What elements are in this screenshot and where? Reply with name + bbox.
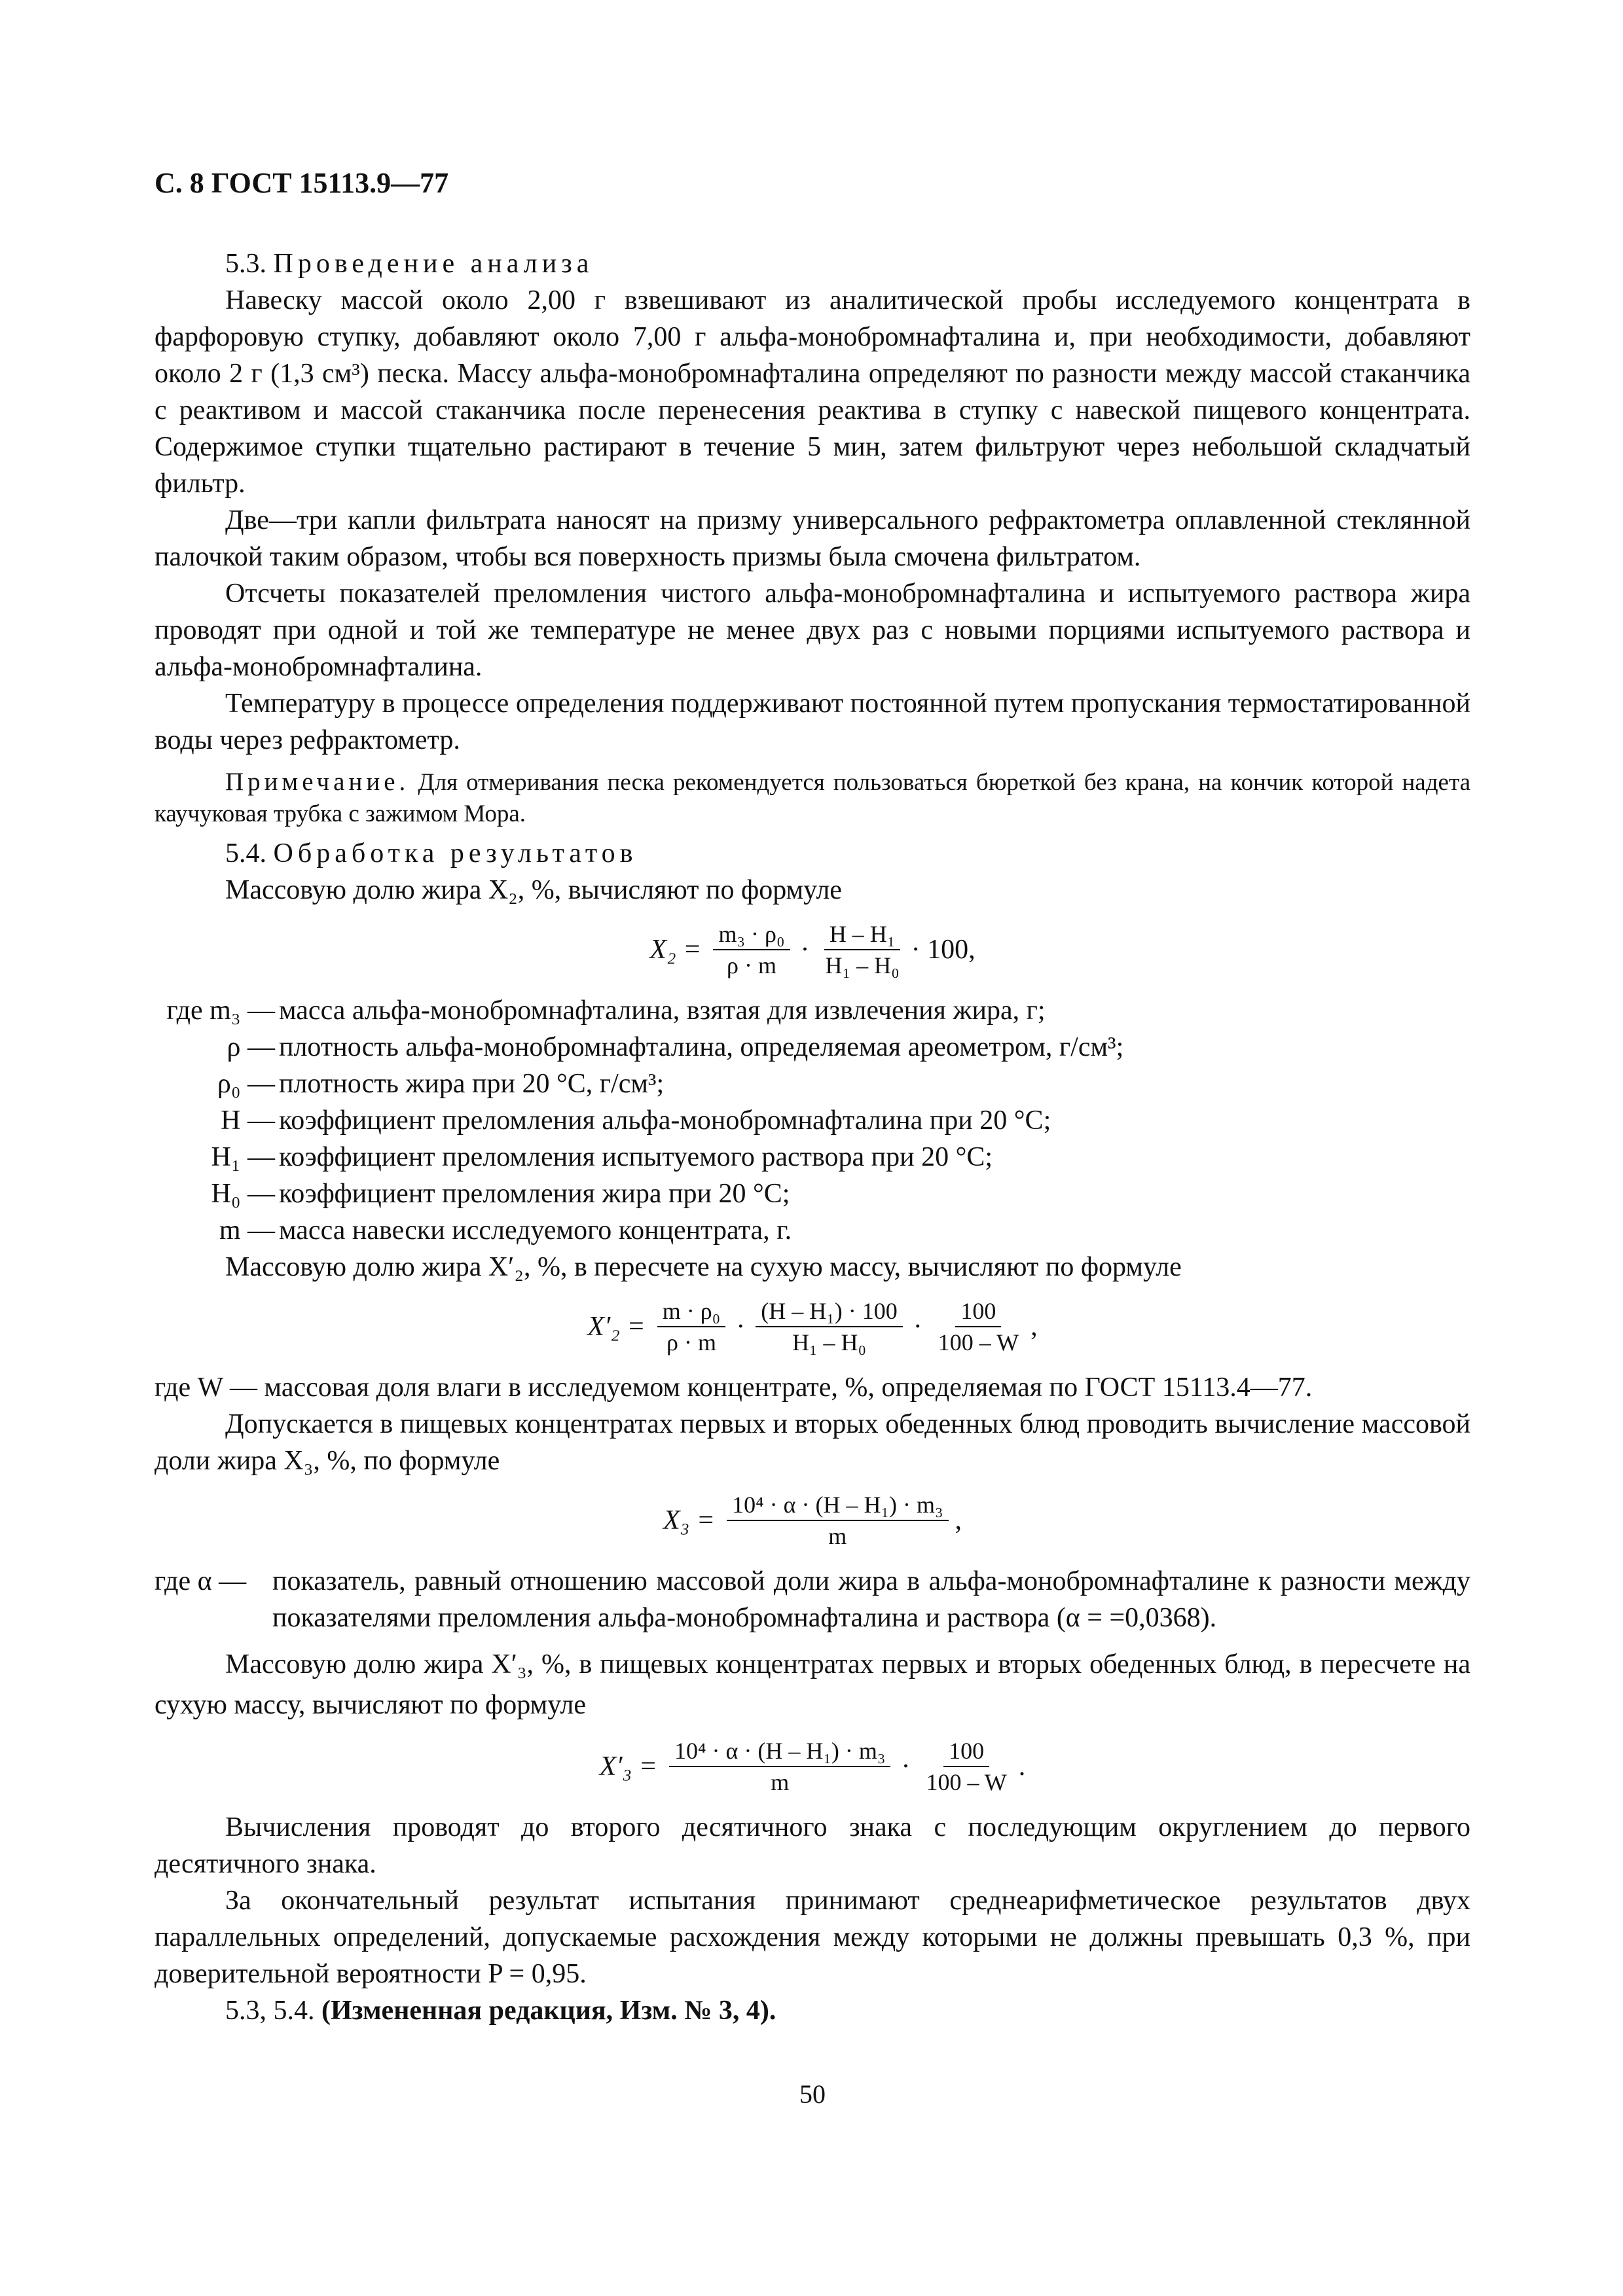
denominator: ρ · m: [727, 952, 776, 978]
edit-text: (Измененная редакция, Изм. № 3, 4).: [321, 1996, 776, 2026]
denominator: 100 – W: [938, 1329, 1019, 1355]
legend-text: плотность жира при 20 °С, г/см³;: [279, 1069, 665, 1099]
formula-x2: [155, 920, 1470, 979]
formula-x2-dry: [155, 1297, 1470, 1356]
formula-lhs: X₂ =: [649, 935, 702, 965]
numerator: m₃ · ρ₀: [713, 920, 790, 950]
paragraph: где W — массовая доля влаги в исследуемом концентрате, %, определяемая по ГОСТ 15113.4—77.: [155, 1372, 1313, 1403]
section-5-4-heading: [225, 835, 1470, 872]
page-number: 50: [799, 2079, 826, 2109]
formula-tail: · 100,: [911, 935, 976, 965]
note: [155, 766, 1470, 830]
legend-text: масса навески исследуемого концентрата, г.: [279, 1215, 792, 1246]
section-title: Проведение анализа: [273, 249, 594, 279]
fraction: [713, 920, 790, 979]
paragraph: Температуру в процессе определения поддерживают постоянной путем пропускания термостатированной воды через рефрактометр.: [155, 689, 1470, 755]
legend-symbol: H₀ —: [211, 1179, 275, 1209]
numerator: 100: [943, 1737, 989, 1767]
legend-symbol: где m₃ —: [166, 996, 275, 1026]
legend-list-1: [155, 992, 1470, 1249]
numerator: 10⁴ · α · (H – H₁) · m₃: [669, 1737, 890, 1767]
legend-symbol: где α —: [155, 1566, 247, 1596]
alpha-definition: [155, 1563, 1470, 1636]
legend-text: плотность альфа-монобромнафталина, определяемая ареометром, г/см³;: [279, 1032, 1124, 1062]
denominator: m: [828, 1523, 847, 1549]
numerator: 100: [955, 1297, 1001, 1327]
fraction: [933, 1297, 1024, 1356]
denominator: ρ · m: [666, 1329, 716, 1355]
legend-symbol: H —: [221, 1105, 275, 1136]
legend-text: показатель, равный отношению массовой доли жира в альфа-монобромнафталине к разности между показателями преломления альфа-монобромнафталина и раствора (α = =0,0368).: [272, 1566, 1470, 1633]
formula-lhs: X′₃ =: [599, 1751, 657, 1782]
formula-lhs: X′₂ =: [587, 1312, 646, 1342]
legend-text: коэффициент преломления альфа-монобромнафталина при 20 °С;: [279, 1105, 1051, 1136]
formula-x3-dry: [155, 1737, 1470, 1796]
paragraph: Навеску массой около 2,00 г взвешивают из аналитической пробы исследуемого концентрата в фарфоровую ступку, добавляют около 7,00 г альфа-монобромнафталина и, при необходимости, добавляют около 2 г (1,3 см³) песка. Массу альфа-монобромнафталина определяют по разности между массой стаканчика с реактивом и массой стаканчика после перенесения реактива в ступку с навеской пищевого концентрата. Содержимое ступки тщательно растирают в течение 5 мин, затем фильтруют через небольшой складчатый фильтр.: [155, 285, 1470, 499]
paragraph: Две—три капли фильтрата наносят на призму универсального рефрактометра оплавленной стеклянной палочкой таким образом, чтобы вся поверхность призмы была смочена фильтратом.: [155, 505, 1470, 572]
formula-tail: .: [1018, 1751, 1026, 1782]
denominator: m: [771, 1769, 790, 1795]
legend-text: коэффициент преломления жира при 20 °С;: [279, 1179, 790, 1209]
paragraph: Допускается в пищевых концентратах первых и вторых обеденных блюд проводить вычисление массовой доли жира X₃, %, по формуле: [155, 1409, 1470, 1476]
legend-text: масса альфа-монобромнафталина, взятая для извлечения жира, г;: [279, 996, 1046, 1026]
paragraph: Вычисления проводят до второго десятичного знака с последующим округлением до первого десятичного знака.: [155, 1812, 1470, 1879]
fraction: [921, 1737, 1012, 1796]
fraction: [820, 920, 905, 979]
paragraph: Массовую долю жира X′₂, %, в пересчете на сухую массу, вычисляют по формуле: [225, 1252, 1182, 1282]
formula-tail: ,: [955, 1505, 962, 1535]
denominator: H₁ – H₀: [825, 952, 900, 978]
numerator: 10⁴ · α · (H – H₁) · m₃: [727, 1491, 948, 1521]
fraction: [669, 1737, 890, 1796]
multiply-dot: ·: [901, 1751, 911, 1782]
formula-lhs: X₃ =: [663, 1505, 716, 1535]
numerator: (H – H₁) · 100: [756, 1297, 903, 1327]
note-label: Примечание.: [225, 768, 410, 796]
formula-tail: ,: [1030, 1312, 1038, 1342]
multiply-dot: ·: [736, 1312, 746, 1342]
page-header: С. 8 ГОСТ 15113.9—77: [155, 167, 449, 199]
edit-ref: 5.3, 5.4.: [225, 1996, 315, 2026]
edit-note: [225, 1992, 1470, 2029]
formula-x3: [155, 1491, 1470, 1550]
fraction: [756, 1297, 903, 1356]
denominator: 100 – W: [926, 1769, 1007, 1795]
section-5-3-heading: [225, 245, 1470, 282]
paragraph: Отсчеты показателей преломления чистого альфа-монобромнафталина и испытуемого раствора жира проводят при одной и той же температуре не менее двух раз с новыми порциями испытуемого раствора и альфа-монобромнафталина.: [155, 579, 1470, 682]
multiply-dot: ·: [800, 935, 810, 965]
fraction: [727, 1491, 948, 1550]
paragraph: За окончательный результат испытания принимают среднеарифметическое результатов двух параллельных определений, допускаемые расхождения между которыми не должны превышать 0,3 %, при доверительной вероятности P = 0,95.: [155, 1886, 1470, 1989]
legend-text: коэффициент преломления испытуемого раствора при 20 °С;: [279, 1142, 993, 1172]
paragraph: Массовую долю жира X′₃, %, в пищевых концентратах первых и вторых обеденных блюд, в пересчете на сухую массу, вычисляют по формуле: [155, 1649, 1470, 1720]
denominator: H₁ – H₀: [792, 1329, 867, 1355]
numerator: H – H₁: [824, 920, 901, 950]
legend-symbol: ρ₀ —: [217, 1069, 275, 1099]
legend-symbol: ρ —: [227, 1032, 275, 1062]
numerator: m · ρ₀: [657, 1297, 726, 1327]
multiply-dot: ·: [913, 1312, 922, 1342]
legend-symbol: m —: [219, 1215, 275, 1246]
legend-symbol: H₁ —: [211, 1142, 275, 1172]
fraction: [657, 1297, 726, 1356]
note-text: Для отмеривания песка рекомендуется пользоваться бюреткой без крана, на кончик которой надета каучуковая трубка с зажимом Мора.: [155, 769, 1470, 827]
section-title: Обработка результатов: [273, 838, 638, 869]
section-number: 5.3.: [225, 249, 266, 279]
document-body: [155, 245, 1470, 2029]
paragraph: Массовую долю жира X₂, %, вычисляют по формуле: [225, 875, 842, 905]
section-number: 5.4.: [225, 838, 266, 869]
